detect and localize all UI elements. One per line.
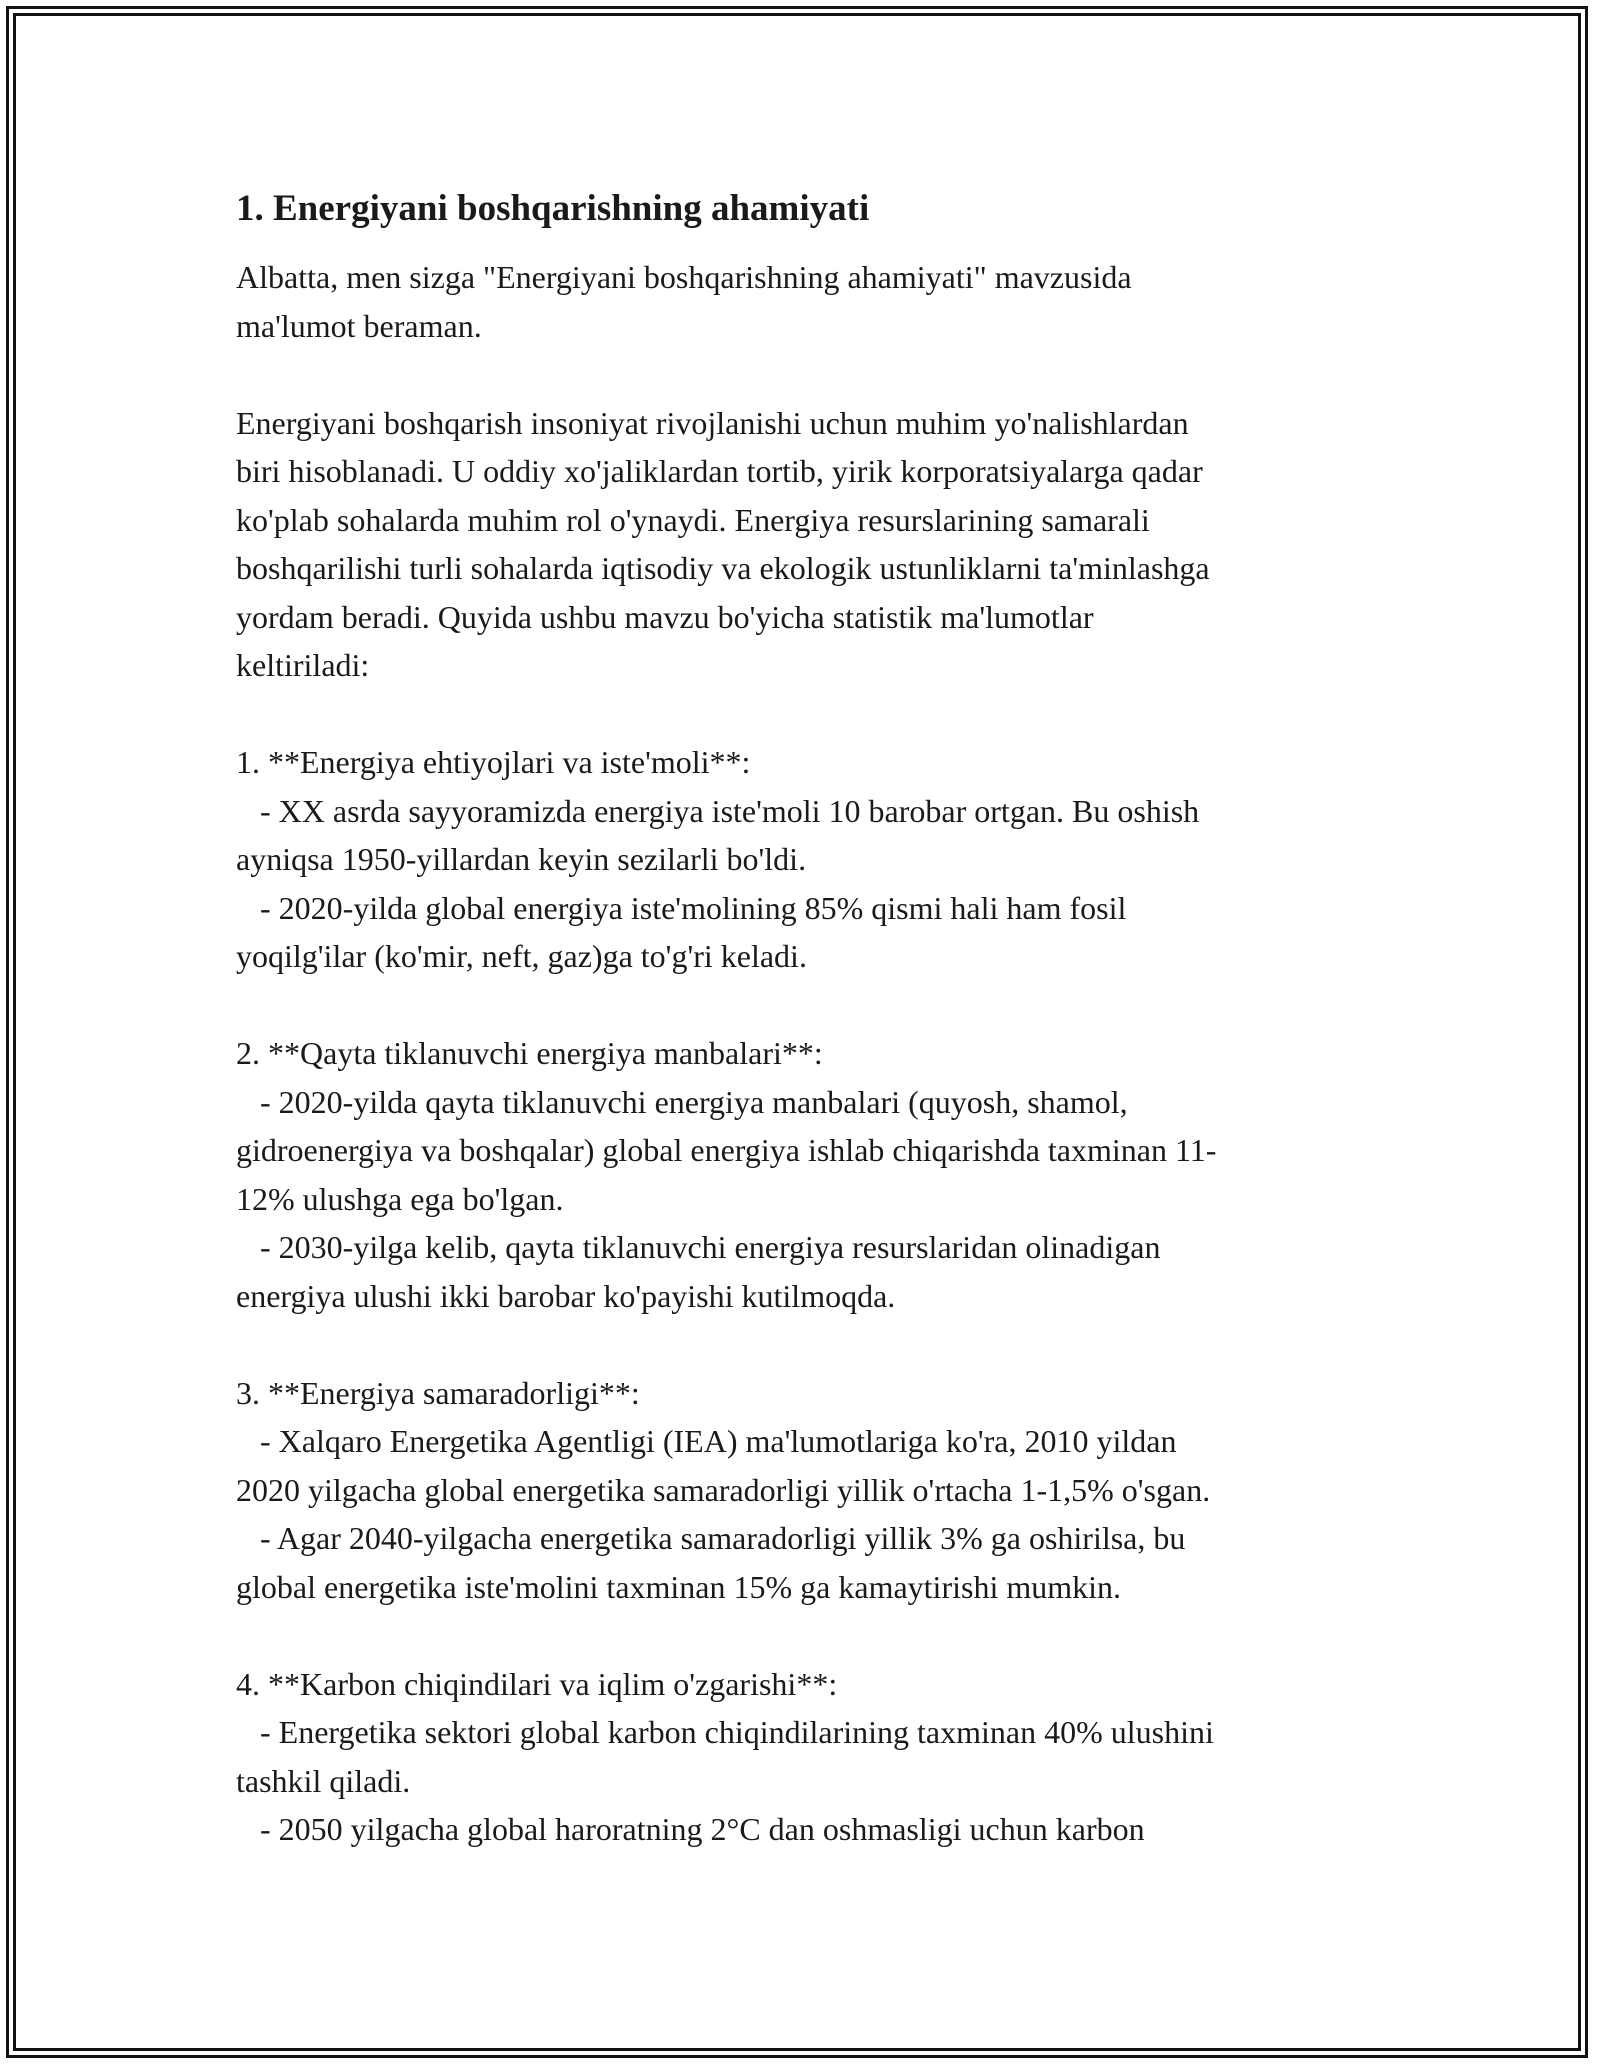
paragraph-gap xyxy=(236,1611,1376,1660)
text-line: Energiyani boshqarish insoniyat rivojlanishi uchun muhim yo'nalishlardan xyxy=(236,404,1189,441)
text-line: - XX asrda sayyoramizda energiya iste'moli 10 barobar ortgan. Bu oshish xyxy=(236,792,1200,829)
text-line: - Energetika sektori global karbon chiqindilarining taxminan 40% ulushini xyxy=(236,1714,1214,1750)
section-heading: 3. **Energiya samaradorligi**: xyxy=(236,1374,640,1411)
text-line: biri hisoblanadi. U oddiy xo'jaliklardan tortib, yirik korporatsiyalarga qadar xyxy=(236,453,1203,489)
text-line: boshqarilishi turli sohalarda iqtisodiy va ekologik ustunliklarni ta'minlashga xyxy=(236,550,1210,586)
text-line: keltiriladi: xyxy=(236,647,370,683)
intro-paragraph xyxy=(236,253,1376,350)
main-paragraph xyxy=(236,399,1376,690)
text-line: yoqilg'ilar (ko'mir, neft, gaz)ga to'g'ri keladi. xyxy=(236,938,807,974)
text-line: - Xalqaro Energetika Agentligi (IEA) ma'lumotlariga ko'ra, 2010 yildan xyxy=(236,1423,1177,1459)
document-title: 1. Energiyani boshqarishning ahamiyati xyxy=(236,188,870,229)
text-line: - 2020-yilda qayta tiklanuvchi energiya manbalari (quyosh, shamol, xyxy=(236,1083,1128,1120)
paragraph-gap xyxy=(236,981,1376,1030)
section-2 xyxy=(236,1029,1376,1320)
section-heading: 2. **Qayta tiklanuvchi energiya manbalari**: xyxy=(236,1035,823,1071)
text-line: - 2050 yilgacha global haroratning 2°C dan oshmasligi uchun karbon xyxy=(236,1811,1145,1847)
text-line: 12% ulushga ega bo'lgan. xyxy=(236,1180,564,1217)
paragraph-gap xyxy=(236,1320,1376,1369)
section-heading: 1. **Energiya ehtiyojlari va iste'moli**: xyxy=(236,744,751,780)
section-1 xyxy=(236,738,1376,981)
text-line: - Agar 2040-yilgacha energetika samaradorligi yillik 3% ga oshirilsa, bu xyxy=(236,1520,1186,1556)
section-4 xyxy=(236,1660,1376,1854)
text-line: global energetika iste'molini taxminan 15% ga kamaytirishi mumkin. xyxy=(236,1568,1121,1605)
text-line: yordam beradi. Quyida ushbu mavzu bo'yicha statistik ma'lumotlar xyxy=(236,598,1094,635)
document-body xyxy=(236,185,1376,1854)
text-line: ayniqsa 1950-yillardan keyin sezilarli bo'ldi. xyxy=(236,841,807,877)
paragraph-gap xyxy=(236,690,1376,739)
text-line: tashkil qiladi. xyxy=(236,1762,411,1799)
section-heading: 4. **Karbon chiqindilari va iqlim o'zgarishi**: xyxy=(236,1665,838,1702)
text-line: ma'lumot beraman. xyxy=(236,307,482,344)
text-line: energiya ulushi ikki barobar ko'payishi kutilmoqda. xyxy=(236,1277,896,1314)
section-3 xyxy=(236,1369,1376,1612)
text-line: gidroenergiya va boshqalar) global energiya ishlab chiqarishda taxminan 11- xyxy=(236,1132,1217,1168)
text-line: - 2020-yilda global energiya iste'molining 85% qismi hali ham fosil xyxy=(236,889,1127,926)
text-line: ko'plab sohalarda muhim rol o'ynaydi. Energiya resurslarining samarali xyxy=(236,501,1150,538)
text-line: - 2030-yilga kelib, qayta tiklanuvchi energiya resurslaridan olinadigan xyxy=(236,1229,1161,1265)
text-line: 2020 yilgacha global energetika samaradorligi yillik o'rtacha 1-1,5% o'sgan. xyxy=(236,1471,1211,1508)
text-line: Albatta, men sizga "Energiyani boshqarishning ahamiyati" mavzusida xyxy=(236,259,1132,295)
paragraph-gap xyxy=(236,350,1376,399)
